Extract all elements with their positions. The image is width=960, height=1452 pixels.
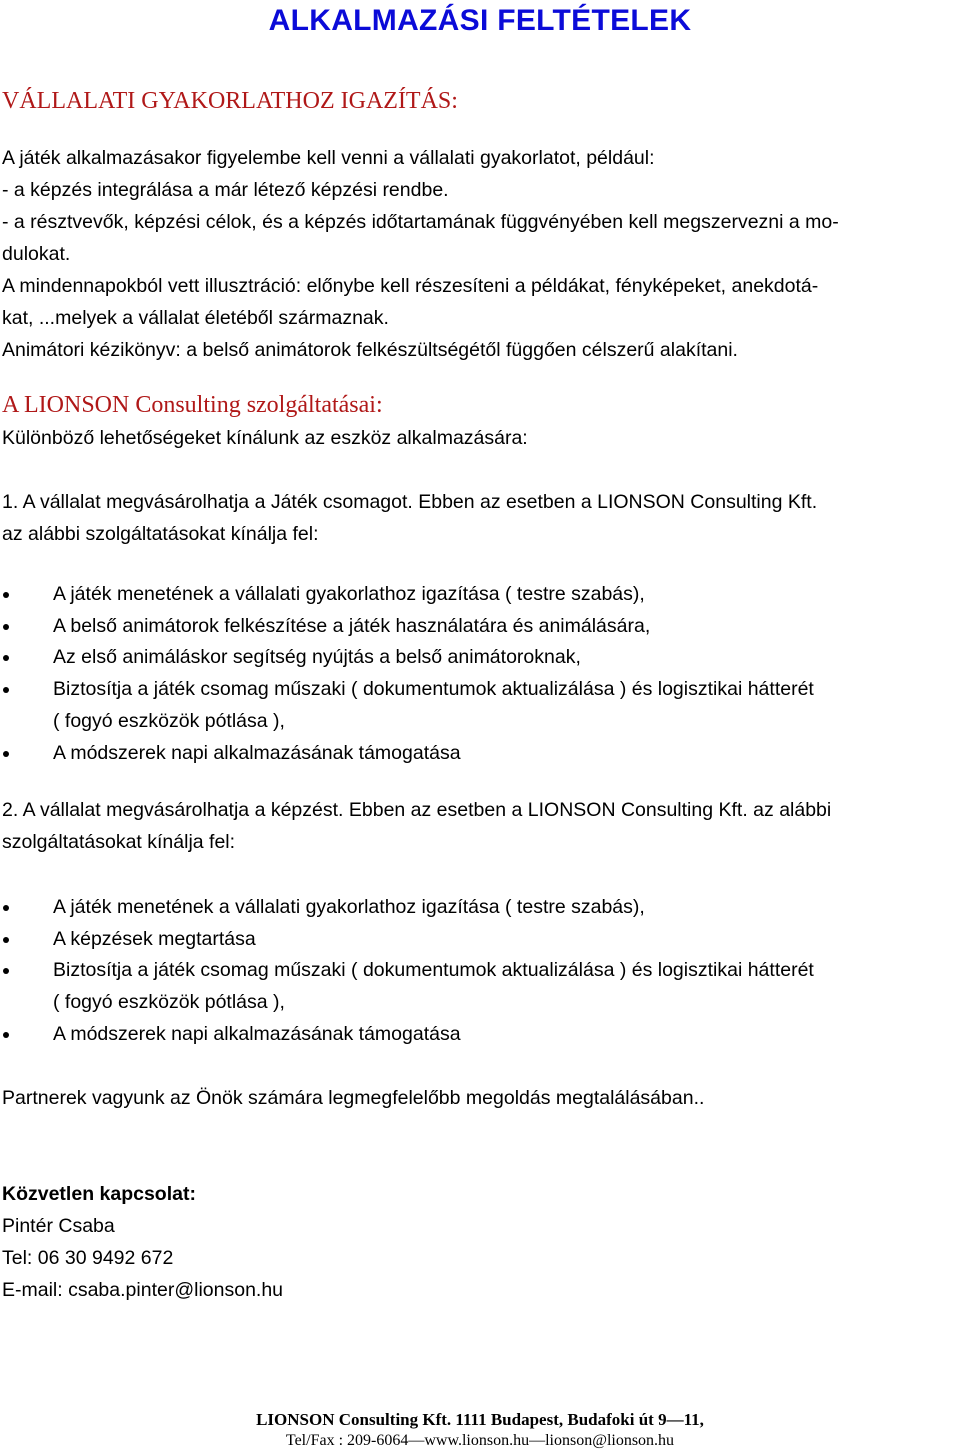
list-item-continuation: ( fogyó eszközök pótlása ), (53, 710, 285, 732)
contact-heading: Közvetlen kapcsolat: (2, 1183, 196, 1205)
list-item-text: A módszerek napi alkalmazásának támogatása (53, 742, 461, 764)
services-intro: Különböző lehetőségeket kínálunk az eszköz alkalmazására: (2, 427, 528, 449)
footer-contact: Tel/Fax : 209-6064—www.lionson.hu—lionson@lionson.hu (285, 1432, 675, 1449)
bullet-icon (3, 687, 9, 693)
paragraph-line: Animátori kézikönyv: a belső animátorok felkészültségétől függően célszerű alakítani. (2, 339, 738, 361)
page-title: ALKALMAZÁSI FELTÉTELEK (268, 4, 692, 37)
list-item-text: A képzések megtartása (53, 928, 256, 950)
paragraph-line: - a résztvevők, képzési célok, és a képzés időtartamának függvényében kell megszervezni a mo- (2, 211, 839, 233)
contact-name: Pintér Csaba (2, 1215, 115, 1237)
paragraph-line: - a képzés integrálása a már létező képzési rendbe. (2, 179, 449, 201)
bullet-icon (3, 624, 9, 630)
bullet-icon (3, 937, 9, 943)
contact-email[interactable]: E-mail: csaba.pinter@lionson.hu (2, 1279, 284, 1301)
contact-phone: Tel: 06 30 9492 672 (2, 1247, 174, 1269)
section-heading-corporate: VÁLLALATI GYAKORLATHOZ IGAZÍTÁS: (2, 88, 458, 114)
list-item-text: A játék menetének a vállalati gyakorlathoz igazítása ( testre szabás), (53, 896, 645, 918)
bullet-icon (3, 751, 9, 757)
list-item-text: Biztosítja a játék csomag műszaki ( dokumentumok aktualizálása ) és logisztikai hátterét (53, 678, 814, 700)
bullet-icon (3, 592, 9, 598)
list-item-text: A játék menetének a vállalati gyakorlathoz igazítása ( testre szabás), (53, 583, 645, 605)
paragraph-line: kat, ...melyek a vállalat életéből származnak. (2, 307, 389, 329)
option1-line2: az alábbi szolgáltatásokat kínálja fel: (2, 523, 319, 545)
list-item-text: Az első animáláskor segítség nyújtás a belső animátoroknak, (53, 646, 581, 668)
bullet-icon (3, 968, 9, 974)
bullet-icon (3, 905, 9, 911)
footer-address: LIONSON Consulting Kft. 1111 Budapest, Budafoki út 9—11, (256, 1410, 704, 1429)
section-heading-services: A LIONSON Consulting szolgáltatásai: (2, 392, 383, 418)
list-item-continuation: ( fogyó eszközök pótlása ), (53, 991, 285, 1013)
option2-line1: 2. A vállalat megvásárolhatja a képzést. Ebben az esetben a LIONSON Consulting Kft. az alábbi (2, 799, 832, 821)
option2-line2: szolgáltatásokat kínálja fel: (2, 831, 236, 853)
paragraph-line: A játék alkalmazásakor figyelembe kell venni a vállalati gyakorlatot, például: (2, 147, 655, 169)
bullet-icon (3, 655, 9, 661)
paragraph-line: A mindennapokból vett illusztráció: előnybe kell részesíteni a példákat, fényképeket, anekdotá- (2, 275, 819, 297)
list-item-text: A belső animátorok felkészítése a játék használatára és animálására, (53, 615, 651, 637)
bullet-icon (3, 1032, 9, 1038)
paragraph-line: dulokat. (2, 243, 71, 265)
option1-line1: 1. A vállalat megvásárolhatja a Játék csomagot. Ebben az esetben a LIONSON Consulting Kft. (2, 491, 818, 513)
list-item-text: Biztosítja a játék csomag műszaki ( dokumentumok aktualizálása ) és logisztikai hátterét (53, 959, 814, 981)
closing-statement: Partnerek vagyunk az Önök számára legmegfelelőbb megoldás megtalálásában.. (2, 1087, 705, 1109)
list-item-text: A módszerek napi alkalmazásának támogatása (53, 1023, 461, 1045)
